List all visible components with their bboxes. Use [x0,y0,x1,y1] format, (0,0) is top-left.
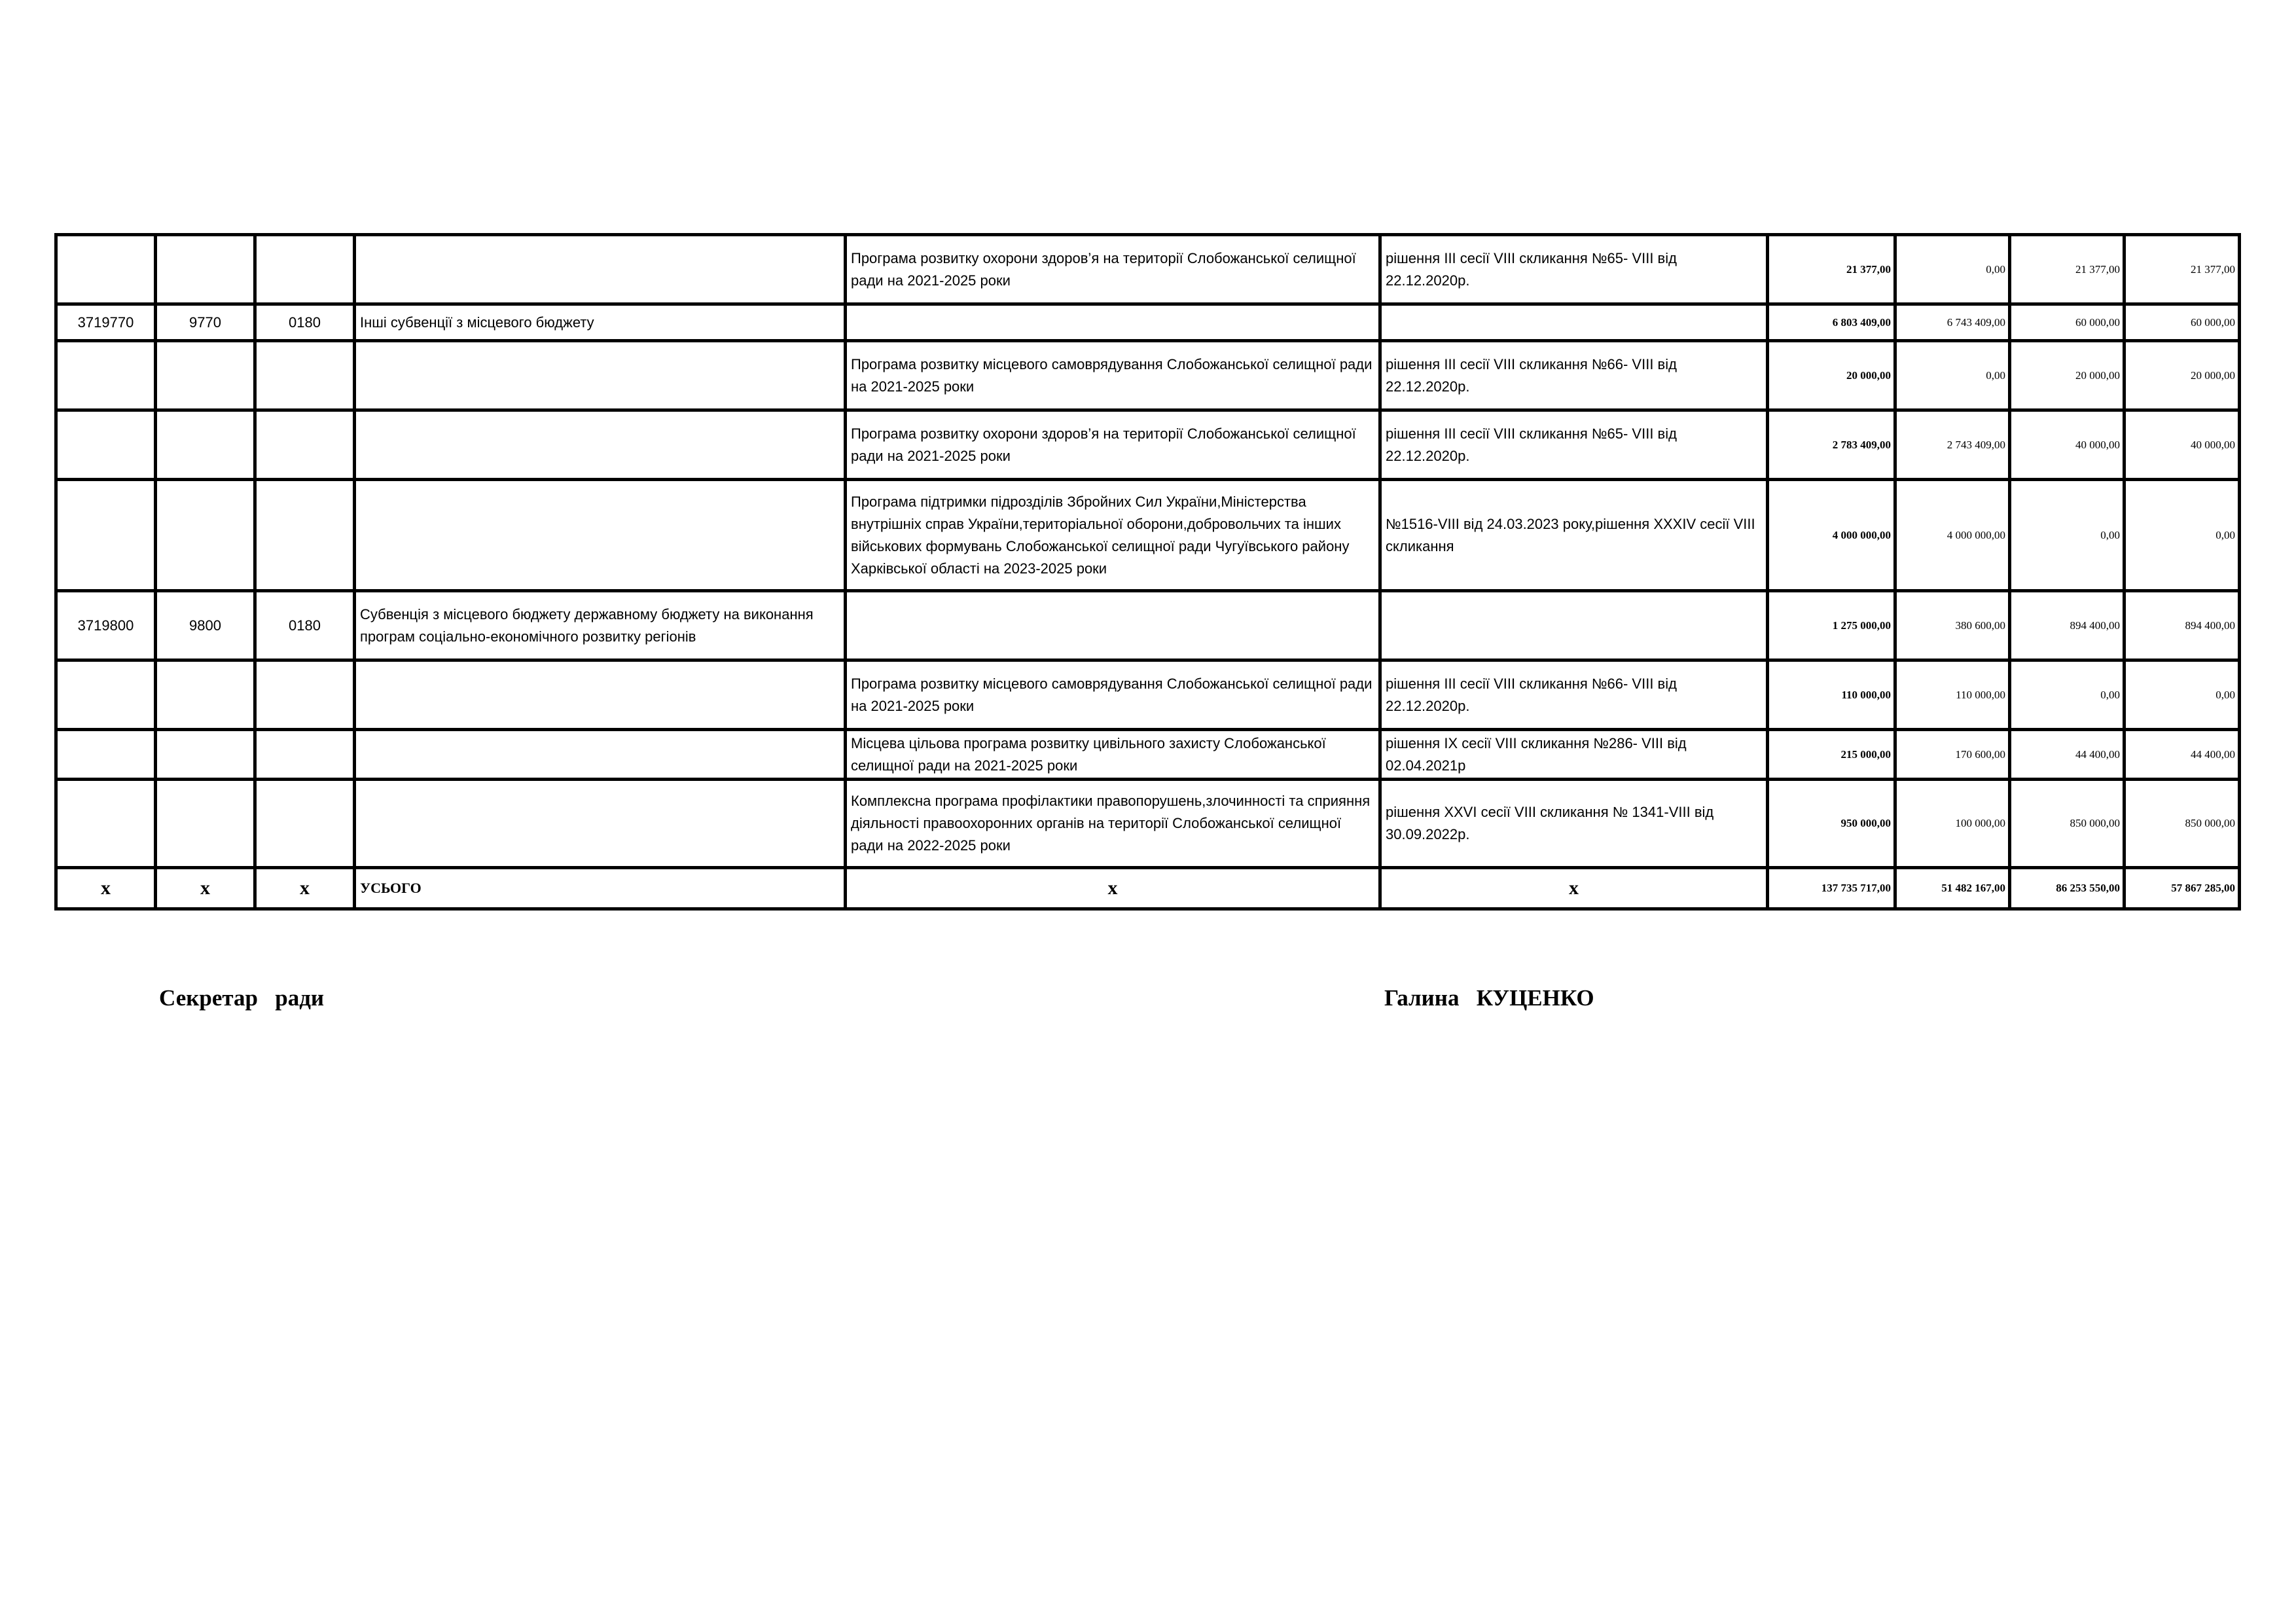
development-cell: 894 400,00 [2125,591,2240,660]
name-cell: Інші субвенції з місцевого бюджету [355,304,846,341]
general-fund-cell: 380 600,00 [1895,591,2010,660]
special-fund-cell: 21 377,00 [2010,235,2125,304]
kfkvk-cell [255,235,355,304]
kpkv-cell [56,410,156,480]
name-cell [355,730,846,780]
total-label: УСЬОГО [355,868,846,909]
total-cell: 215 000,00 [1768,730,1895,780]
name-cell: Субвенція з місцевого бюджету державному бюджету на виконання програм соціально-економічного розвитку регіонів [355,591,846,660]
special-fund-cell: 20 000,00 [2010,341,2125,410]
program-cell: Програма розвитку місцевого самоврядування Слобожанської селищної ради на 2021-2025 роки [846,660,1380,730]
kfk-cell: 9800 [156,591,255,660]
development-cell: 44 400,00 [2125,730,2240,780]
kfk-cell: 9770 [156,304,255,341]
signature-position: Секретар ради [159,985,325,1011]
name-cell [355,235,846,304]
kfk-cell [156,235,255,304]
general-fund-cell: 6 743 409,00 [1895,304,2010,341]
total-cell: 1 275 000,00 [1768,591,1895,660]
development-cell: 0,00 [2125,480,2240,591]
total-x-cell: х [56,868,156,909]
program-cell: Програма підтримки підрозділів Збройних Сил України,Міністерства внутрішніх справ України,територіальної оборони,добровольчих та інших військових формувань Слобожанської селищної ради Чугуївського району Харківської області на 2023-2025 роки [846,480,1380,591]
program-cell: Місцева цільова програма розвитку цивільного захисту Слобожанської селищної ради на 2021-2025 роки [846,730,1380,780]
kfk-cell [156,341,255,410]
development-cell: 40 000,00 [2125,410,2240,480]
grand-special-cell: 86 253 550,00 [2010,868,2125,909]
kfkvk-cell [255,480,355,591]
total-x-cell: х [846,868,1380,909]
table-row [56,304,2240,341]
kpkv-cell: 3719800 [56,591,156,660]
special-fund-cell: 894 400,00 [2010,591,2125,660]
kpkv-cell [56,235,156,304]
grand-general-cell: 51 482 167,00 [1895,868,2010,909]
name-cell [355,780,846,868]
kfkvk-cell [255,660,355,730]
table-row [56,480,2240,591]
general-fund-cell: 4 000 000,00 [1895,480,2010,591]
kpkv-cell: 3719770 [56,304,156,341]
table-row [56,235,2240,304]
special-fund-cell: 44 400,00 [2010,730,2125,780]
general-fund-cell: 110 000,00 [1895,660,2010,730]
table-row [56,730,2240,780]
special-fund-cell: 40 000,00 [2010,410,2125,480]
total-x-cell: х [1380,868,1768,909]
development-cell: 60 000,00 [2125,304,2240,341]
budget-table [54,233,2241,911]
signature-name: Галина КУЦЕНКО [1384,985,1594,1011]
decision-cell: рішення ІІІ сесії VІІІ скликання №66- VІІІ від 22.12.2020р. [1380,341,1768,410]
decision-cell [1380,304,1768,341]
kpkv-cell [56,780,156,868]
program-cell: Програма розвитку охорони здоров’я на території Слобожанської селищної ради на 2021-2025 роки [846,410,1380,480]
special-fund-cell: 0,00 [2010,660,2125,730]
development-cell: 20 000,00 [2125,341,2240,410]
kfkvk-cell [255,780,355,868]
development-cell: 0,00 [2125,660,2240,730]
kfk-cell [156,730,255,780]
kfkvk-cell [255,730,355,780]
kfkvk-cell [255,341,355,410]
grand-development-cell: 57 867 285,00 [2125,868,2240,909]
general-fund-cell: 170 600,00 [1895,730,2010,780]
program-cell: Програма розвитку місцевого самоврядування Слобожанської селищної ради на 2021-2025 роки [846,341,1380,410]
table-row [56,410,2240,480]
special-fund-cell: 0,00 [2010,480,2125,591]
development-cell: 850 000,00 [2125,780,2240,868]
total-cell: 4 000 000,00 [1768,480,1895,591]
decision-cell: рішення ХXVI сесії VІІІ скликання № 1341-VІІІ від 30.09.2022р. [1380,780,1768,868]
program-cell [846,591,1380,660]
kpkv-cell [56,480,156,591]
kfk-cell [156,660,255,730]
kfk-cell [156,410,255,480]
decision-cell: рішення ІІІ сесії VІІІ скликання №65- VІІІ від 22.12.2020р. [1380,410,1768,480]
kfkvk-cell: 0180 [255,304,355,341]
decision-cell: рішення IX сесії VІІІ скликання №286- VІІІ від 02.04.2021р [1380,730,1768,780]
name-cell [355,410,846,480]
total-x-cell: х [255,868,355,909]
special-fund-cell: 850 000,00 [2010,780,2125,868]
total-cell: 20 000,00 [1768,341,1895,410]
total-row [56,868,2240,909]
kpkv-cell [56,730,156,780]
total-cell: 110 000,00 [1768,660,1895,730]
general-fund-cell: 100 000,00 [1895,780,2010,868]
program-cell: Комплексна програма профілактики правопорушень,злочинності та сприяння діяльності правоохоронних органів на території Слобожанської селищної ради на 2022-2025 роки [846,780,1380,868]
name-cell [355,341,846,410]
table-row [56,341,2240,410]
name-cell [355,480,846,591]
special-fund-cell: 60 000,00 [2010,304,2125,341]
total-cell: 6 803 409,00 [1768,304,1895,341]
decision-cell: №1516-VIII від 24.03.2023 року,рішення ХХХІV сесії VІІІ скликання [1380,480,1768,591]
grand-total-cell: 137 735 717,00 [1768,868,1895,909]
decision-cell: рішення ІІІ сесії VІІІ скликання №66- VІІІ від 22.12.2020р. [1380,660,1768,730]
total-cell: 2 783 409,00 [1768,410,1895,480]
program-cell: Програма розвитку охорони здоров’я на території Слобожанської селищної ради на 2021-2025 роки [846,235,1380,304]
kpkv-cell [56,660,156,730]
general-fund-cell: 0,00 [1895,235,2010,304]
total-x-cell: х [156,868,255,909]
table-row [56,780,2240,868]
decision-cell [1380,591,1768,660]
total-cell: 950 000,00 [1768,780,1895,868]
kpkv-cell [56,341,156,410]
table-row [56,591,2240,660]
kfkvk-cell: 0180 [255,591,355,660]
name-cell [355,660,846,730]
table-body [56,235,2240,909]
general-fund-cell: 2 743 409,00 [1895,410,2010,480]
decision-cell: рішення ІІІ сесії VІІІ скликання №65- VІІІ від 22.12.2020р. [1380,235,1768,304]
kfkvk-cell [255,410,355,480]
program-cell [846,304,1380,341]
general-fund-cell: 0,00 [1895,341,2010,410]
kfk-cell [156,780,255,868]
table-row [56,660,2240,730]
total-cell: 21 377,00 [1768,235,1895,304]
kfk-cell [156,480,255,591]
development-cell: 21 377,00 [2125,235,2240,304]
